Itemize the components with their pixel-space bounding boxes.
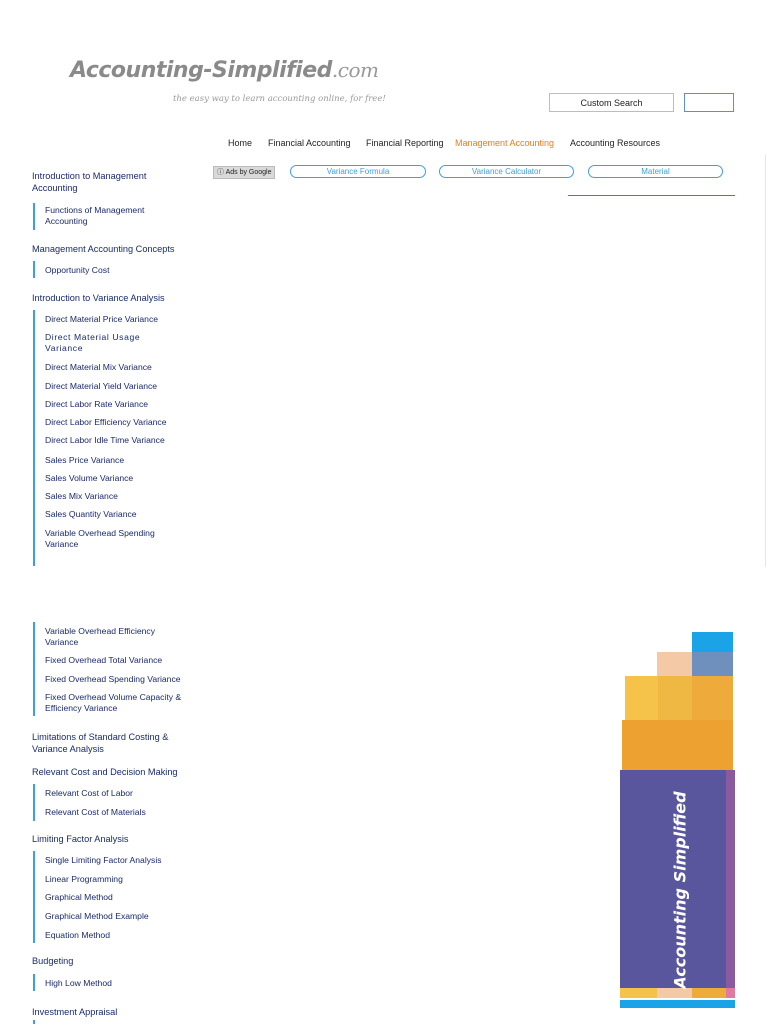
sidebar-item[interactable]: Direct Material Usage Variance [45, 332, 141, 353]
logo-suffix: .com [331, 58, 379, 82]
site-tagline: the easy way to learn accounting online, for free! [173, 94, 386, 104]
sidebar-item[interactable]: Sales Price Variance [45, 455, 125, 465]
sidebar-group-bar [33, 261, 35, 278]
nav-home[interactable]: Home [228, 138, 253, 148]
sidebar-category-investment-appraisal[interactable]: Investment Appraisal [32, 1007, 118, 1017]
ad-link-variance-calculator[interactable]: Variance Calculator [439, 165, 574, 178]
sidebar-item[interactable]: Relevant Cost of Labor [45, 788, 133, 798]
sidebar-item[interactable]: Fixed Overhead Total Variance [45, 655, 163, 665]
sidebar-item[interactable]: Relevant Cost of Materials [45, 807, 146, 817]
top-navigation [0, 138, 768, 152]
sidebar-item[interactable]: Variable Overhead Efficiency Variance [45, 626, 156, 647]
sidebar-category-concepts[interactable]: Management Accounting Concepts [32, 244, 175, 254]
sidebar-item[interactable]: Direct Labor Idle Time Variance [45, 435, 165, 445]
section-divider [568, 195, 735, 196]
sidebar-item-functions[interactable]: Functions of Management Accounting [45, 205, 145, 226]
nav-financial-accounting[interactable]: Financial Accounting [268, 138, 351, 148]
sidebar-item[interactable]: High Low Method [45, 978, 112, 988]
sidebar-item[interactable]: Graphical Method Example [45, 911, 149, 921]
sidebar-category-relevant-cost[interactable]: Relevant Cost and Decision Making [32, 767, 178, 777]
nav-financial-reporting[interactable]: Financial Reporting [366, 138, 444, 148]
sidebar-group-bar [33, 622, 35, 716]
logo-text: Accounting-Simplified [70, 58, 332, 83]
sidebar-item[interactable]: Fixed Overhead Spending Variance [45, 674, 181, 684]
sidebar-item[interactable]: Single Limiting Factor Analysis [45, 855, 162, 865]
sidebar-group-bar [33, 784, 35, 821]
sidebar-category-limiting-factor[interactable]: Limiting Factor Analysis [32, 834, 129, 844]
sidebar-group-bar [33, 310, 35, 566]
sidebar-group-bar [33, 203, 35, 230]
sidebar-category-budgeting[interactable]: Budgeting [32, 956, 74, 966]
sidebar-item[interactable]: Direct Labor Rate Variance [45, 399, 149, 409]
sidebar-item[interactable]: Sales Mix Variance [45, 491, 118, 501]
sidebar-item[interactable]: Direct Material Yield Variance [45, 381, 158, 391]
sidebar-category-intro-variance[interactable]: Introduction to Variance Analysis [32, 293, 165, 303]
sidebar-item[interactable]: Direct Material Mix Variance [45, 362, 152, 372]
sidebar-item-opportunity-cost[interactable]: Opportunity Cost [45, 265, 110, 275]
site-logo[interactable] [70, 58, 378, 83]
ads-label-text: Ads by Google [225, 169, 272, 176]
sidebar-item[interactable]: Linear Programming [45, 874, 123, 884]
sidebar-item[interactable]: Equation Method [45, 930, 110, 940]
ad-link-material[interactable]: Material [588, 165, 723, 178]
ads-by-google-label[interactable]: ⓘ Ads by Google [213, 166, 275, 179]
nav-management-accounting[interactable]: Management Accounting [455, 138, 555, 148]
sidebar-group-bar [33, 1020, 35, 1024]
custom-search-button[interactable]: Custom Search [549, 93, 674, 112]
sidebar-item[interactable]: Sales Volume Variance [45, 473, 134, 483]
book-cover-image[interactable] [620, 630, 735, 1010]
sidebar-category-intro-management[interactable]: Introduction to Management Accounting [32, 171, 147, 193]
sidebar-item[interactable]: Direct Labor Efficiency Variance [45, 417, 167, 427]
search-input[interactable] [684, 93, 734, 112]
sidebar-item[interactable]: Sales Quantity Variance [45, 509, 137, 519]
sidebar-item[interactable]: Graphical Method [45, 892, 113, 902]
sidebar-item[interactable]: Fixed Overhead Volume Capacity & Efficiency Variance [45, 692, 182, 713]
sidebar-group-bar [33, 974, 35, 991]
sidebar-category-limitations[interactable]: Limitations of Standard Costing & Variance Analysis [32, 732, 169, 754]
sidebar-item[interactable]: Direct Material Price Variance [45, 314, 159, 324]
sidebar-group-bar [33, 851, 35, 943]
book-title: Accounting Simplified [670, 791, 690, 989]
nav-accounting-resources[interactable]: Accounting Resources [570, 138, 661, 148]
sidebar-item[interactable]: Variable Overhead Spending Variance [45, 528, 155, 549]
ad-link-variance-formula[interactable]: Variance Formula [290, 165, 426, 178]
